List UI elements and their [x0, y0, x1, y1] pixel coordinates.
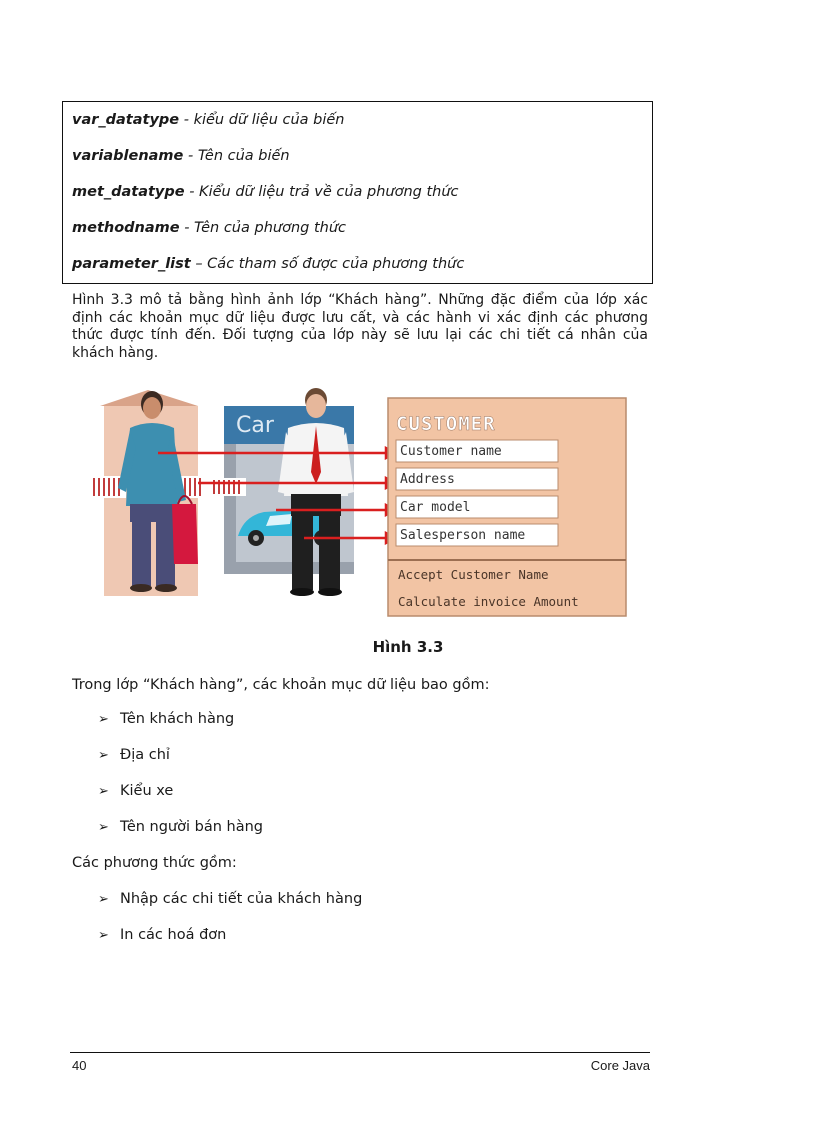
list-item: ➢ Tên khách hàng	[98, 711, 235, 727]
methods-intro: Các phương thức gồm:	[72, 855, 237, 871]
definition-desc: - Tên của biến	[183, 148, 290, 164]
definition-term: parameter_list	[72, 256, 191, 272]
method-calculate-invoice: Calculate invoice Amount	[398, 594, 579, 609]
data-items-intro: Trong lớp “Khách hàng”, các khoản mục dữ liệu bao gồm:	[72, 677, 490, 693]
definition-desc: - Kiểu dữ liệu trả về của phương thức	[184, 184, 459, 200]
bullet-arrow-icon: ➢	[98, 748, 109, 763]
definition-row	[72, 220, 346, 236]
page-number: 40	[72, 1058, 87, 1073]
list-item: ➢ In các hoá đơn	[98, 927, 227, 943]
definition-term: methodname	[72, 220, 180, 236]
definition-row	[72, 148, 290, 164]
attribute-customer-name: Customer name	[400, 444, 502, 459]
definition-term: met_datatype	[72, 184, 185, 200]
definition-term: var_datatype	[72, 112, 180, 128]
definition-term: variablename	[72, 148, 184, 164]
bullet-arrow-icon: ➢	[98, 820, 109, 835]
definition-row	[72, 184, 459, 200]
class-title: CUSTOMER	[396, 413, 496, 435]
list-item: ➢ Kiểu xe	[98, 783, 174, 799]
attribute-address: Address	[400, 472, 455, 487]
book-title: Core Java	[590, 1058, 650, 1073]
definition-row	[72, 112, 345, 128]
definition-row	[72, 256, 464, 272]
bullet-arrow-icon: ➢	[98, 928, 109, 943]
car-sign-text: Car	[236, 413, 274, 438]
bullet-arrow-icon: ➢	[98, 892, 109, 907]
intro-paragraph: Hình 3.3 mô tả bằng hình ảnh lớp “Khách hàng”. Những đặc điểm của lớp xác định các khoản mục dữ liệu được lưu cất, và các hành vi xác định các phương thức được tính đến. Đối tượng của lớp này sẽ lưu lại các chi tiết cá nhân của khách hàng.	[72, 292, 648, 361]
bullet-arrow-icon: ➢	[98, 712, 109, 727]
list-item: ➢ Tên người bán hàng	[98, 819, 263, 835]
definition-desc: - kiểu dữ liệu của biến	[179, 112, 345, 128]
attribute-car-model: Car model	[400, 500, 471, 515]
attribute-salesperson-name: Salesperson name	[400, 528, 526, 543]
definition-box	[62, 101, 653, 284]
customer-class-panel	[388, 398, 626, 616]
figure-caption: Hình 3.3	[372, 638, 444, 656]
list-item: ➢ Địa chỉ	[98, 747, 170, 763]
customer-class-illustration	[86, 388, 630, 620]
footer-divider	[70, 1052, 650, 1053]
definition-desc: – Các tham số được của phương thức	[190, 256, 465, 272]
method-accept-customer-name: Accept Customer Name	[398, 567, 549, 582]
definition-desc: - Tên của phương thức	[179, 220, 346, 236]
bullet-arrow-icon: ➢	[98, 784, 109, 799]
list-item: ➢ Nhập các chi tiết của khách hàng	[98, 891, 363, 907]
